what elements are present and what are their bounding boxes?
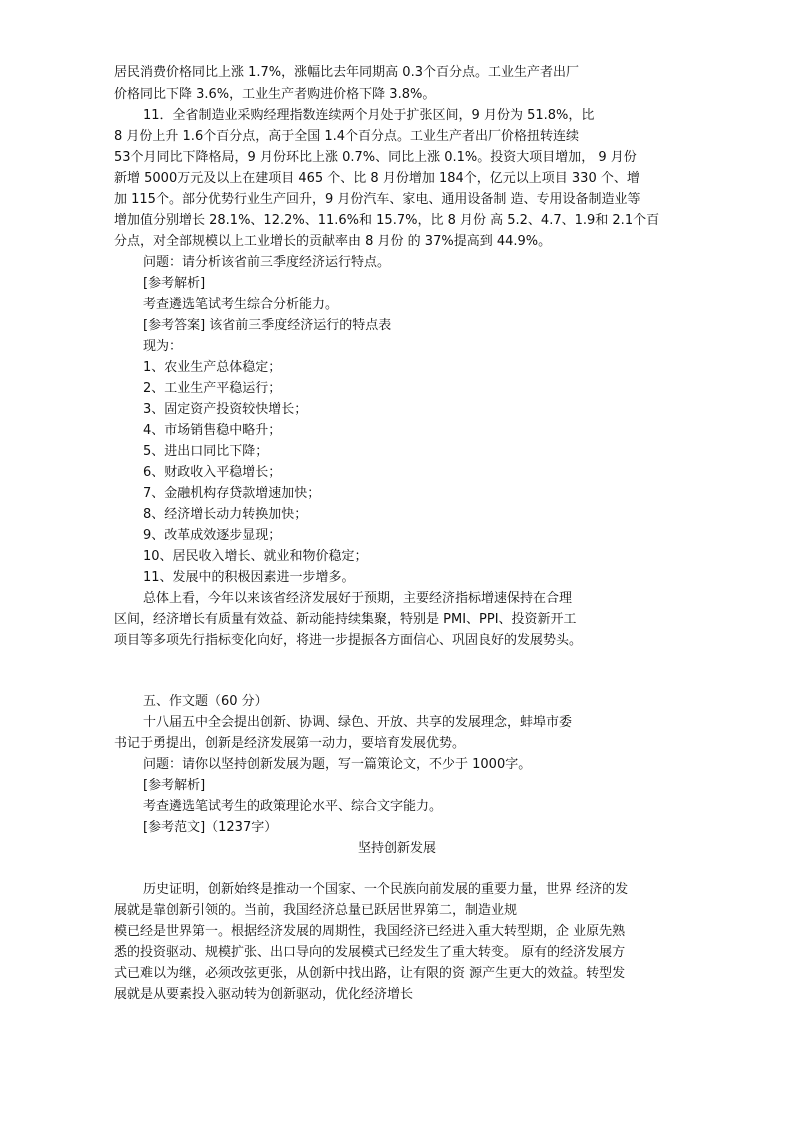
essay-title: 坚持创新发展 [357,841,436,856]
list-item: 3、固定资产投资较快增长； [143,402,308,417]
list-item: 7、金融机构存贷款增速加快； [143,486,321,501]
section-label: [参考解析] [143,778,206,793]
text-line: 8 月份上升 1.6个百分点，高于全国 1.4个百分点。工业生产者出厂价格扭转连续 [114,129,580,144]
text-line: 新增 5000万元及以上在建项目 465 个、比 8 月份增加 184个，亿元以上项目 330 个、增 [114,171,640,186]
section-label: [参考范文]（1237字） [143,820,278,835]
text-line: 项目等多项先行指标变化向好，将进一步提振各方面信心、巩固良好的发展势头。 [114,633,583,648]
text-line: 53个月同比下降格局，9 月份环比上涨 0.7%、同比上涨 0.1%。投资大项目增加， 9 月份 [114,150,637,165]
question-line: 问题：请你以坚持创新发展为题，写一篇策论文，不少于 1000字。 [143,757,532,772]
text-line: 分点，对全部规模以上工业增长的贡献率由 8 月份 的 37%提高到 44.9%。 [114,234,552,249]
text-line: 悉的投资驱动、规模扩张、出口导向的发展模式已经发生了重大转变。 原有的经济发展方 [114,945,626,960]
text-line: 展就是靠创新引领的。当前，我国经济总量已跃居世界第二，制造业规 [114,903,518,918]
text-line: 增加值分别增长 28.1%、12.2%、11.6%和 15.7%，比 8 月份 高 5.2、4.7、1.9和 2.1个百 [114,213,660,228]
text-line: 十八届五中全会提出创新、协调、绿色、开放、共享的发展理念，蚌埠市委 [143,715,573,730]
text-line: 模已经是世界第一。根据经济发展的周期性，我国经济已经进入重大转型期，企 业原先熟 [114,924,626,939]
text-line: 居民消费价格同比上涨 1.7%，涨幅比去年同期高 0.3个百分点。工业生产者出厂 [114,65,579,80]
list-item: 10、居民收入增长、就业和物价稳定； [143,549,368,564]
text-line: 总体上看，今年以来该省经济发展好于预期，主要经济指标增速保持在合理 [143,591,573,606]
list-item: 6、财政收入平稳增长； [143,465,282,480]
text-line: 11．全省制造业采购经理指数连续两个月处于扩张区间，9 月份为 51.8%，比 [143,108,595,123]
list-item: 4、市场销售稳中略升； [143,423,282,438]
text-line: 历史证明，创新始终是推动一个国家、一个民族向前发展的重要力量，世界 经济的发 [143,882,629,897]
list-item: 9、改革成效逐步显现； [143,528,282,543]
section-label: [参考解析] [143,276,206,291]
text-line: 展就是从要素投入驱动转为创新驱动，优化经济增长 [114,987,414,1002]
text-line: 书记于勇提出，创新是经济发展第一动力，要培育发展优势。 [114,736,466,751]
text-line: 式已难以为继，必须改弦更张，从创新中找出路，让有限的资 源产生更大的效益。转型发 [114,966,626,981]
section-label: [参考答案] 该省前三季度经济运行的特点表 [143,318,392,333]
text-line: 现为： [143,339,183,354]
list-item: 2、工业生产平稳运行； [143,381,282,396]
text-line: 价格同比下降 3.6%，工业生产者购进价格下降 3.8%。 [114,87,436,102]
text-line: 加 115个。部分优势行业生产回升，9 月份汽车、家电、通用设备制 造、专用设备制造业等 [114,192,641,207]
list-item: 1、农业生产总体稳定； [143,360,282,375]
list-item: 11、发展中的积极因素进一步增多。 [143,570,355,585]
section-heading: 五、作文题（60 分） [143,694,268,709]
list-item: 5、进出口同比下降； [143,444,269,459]
text-line: 区间，经济增长有质量有效益、新动能持续集聚，特别是 PMI、PPI、投资新开工 [114,612,577,627]
text-line: 考查遴选笔试考生的政策理论水平、综合文字能力。 [143,799,443,814]
text-line: 考查遴选笔试考生综合分析能力。 [143,297,339,312]
list-item: 8、经济增长动力转换加快； [143,507,308,522]
question-line: 问题：请分析该省前三季度经济运行特点。 [143,255,391,270]
